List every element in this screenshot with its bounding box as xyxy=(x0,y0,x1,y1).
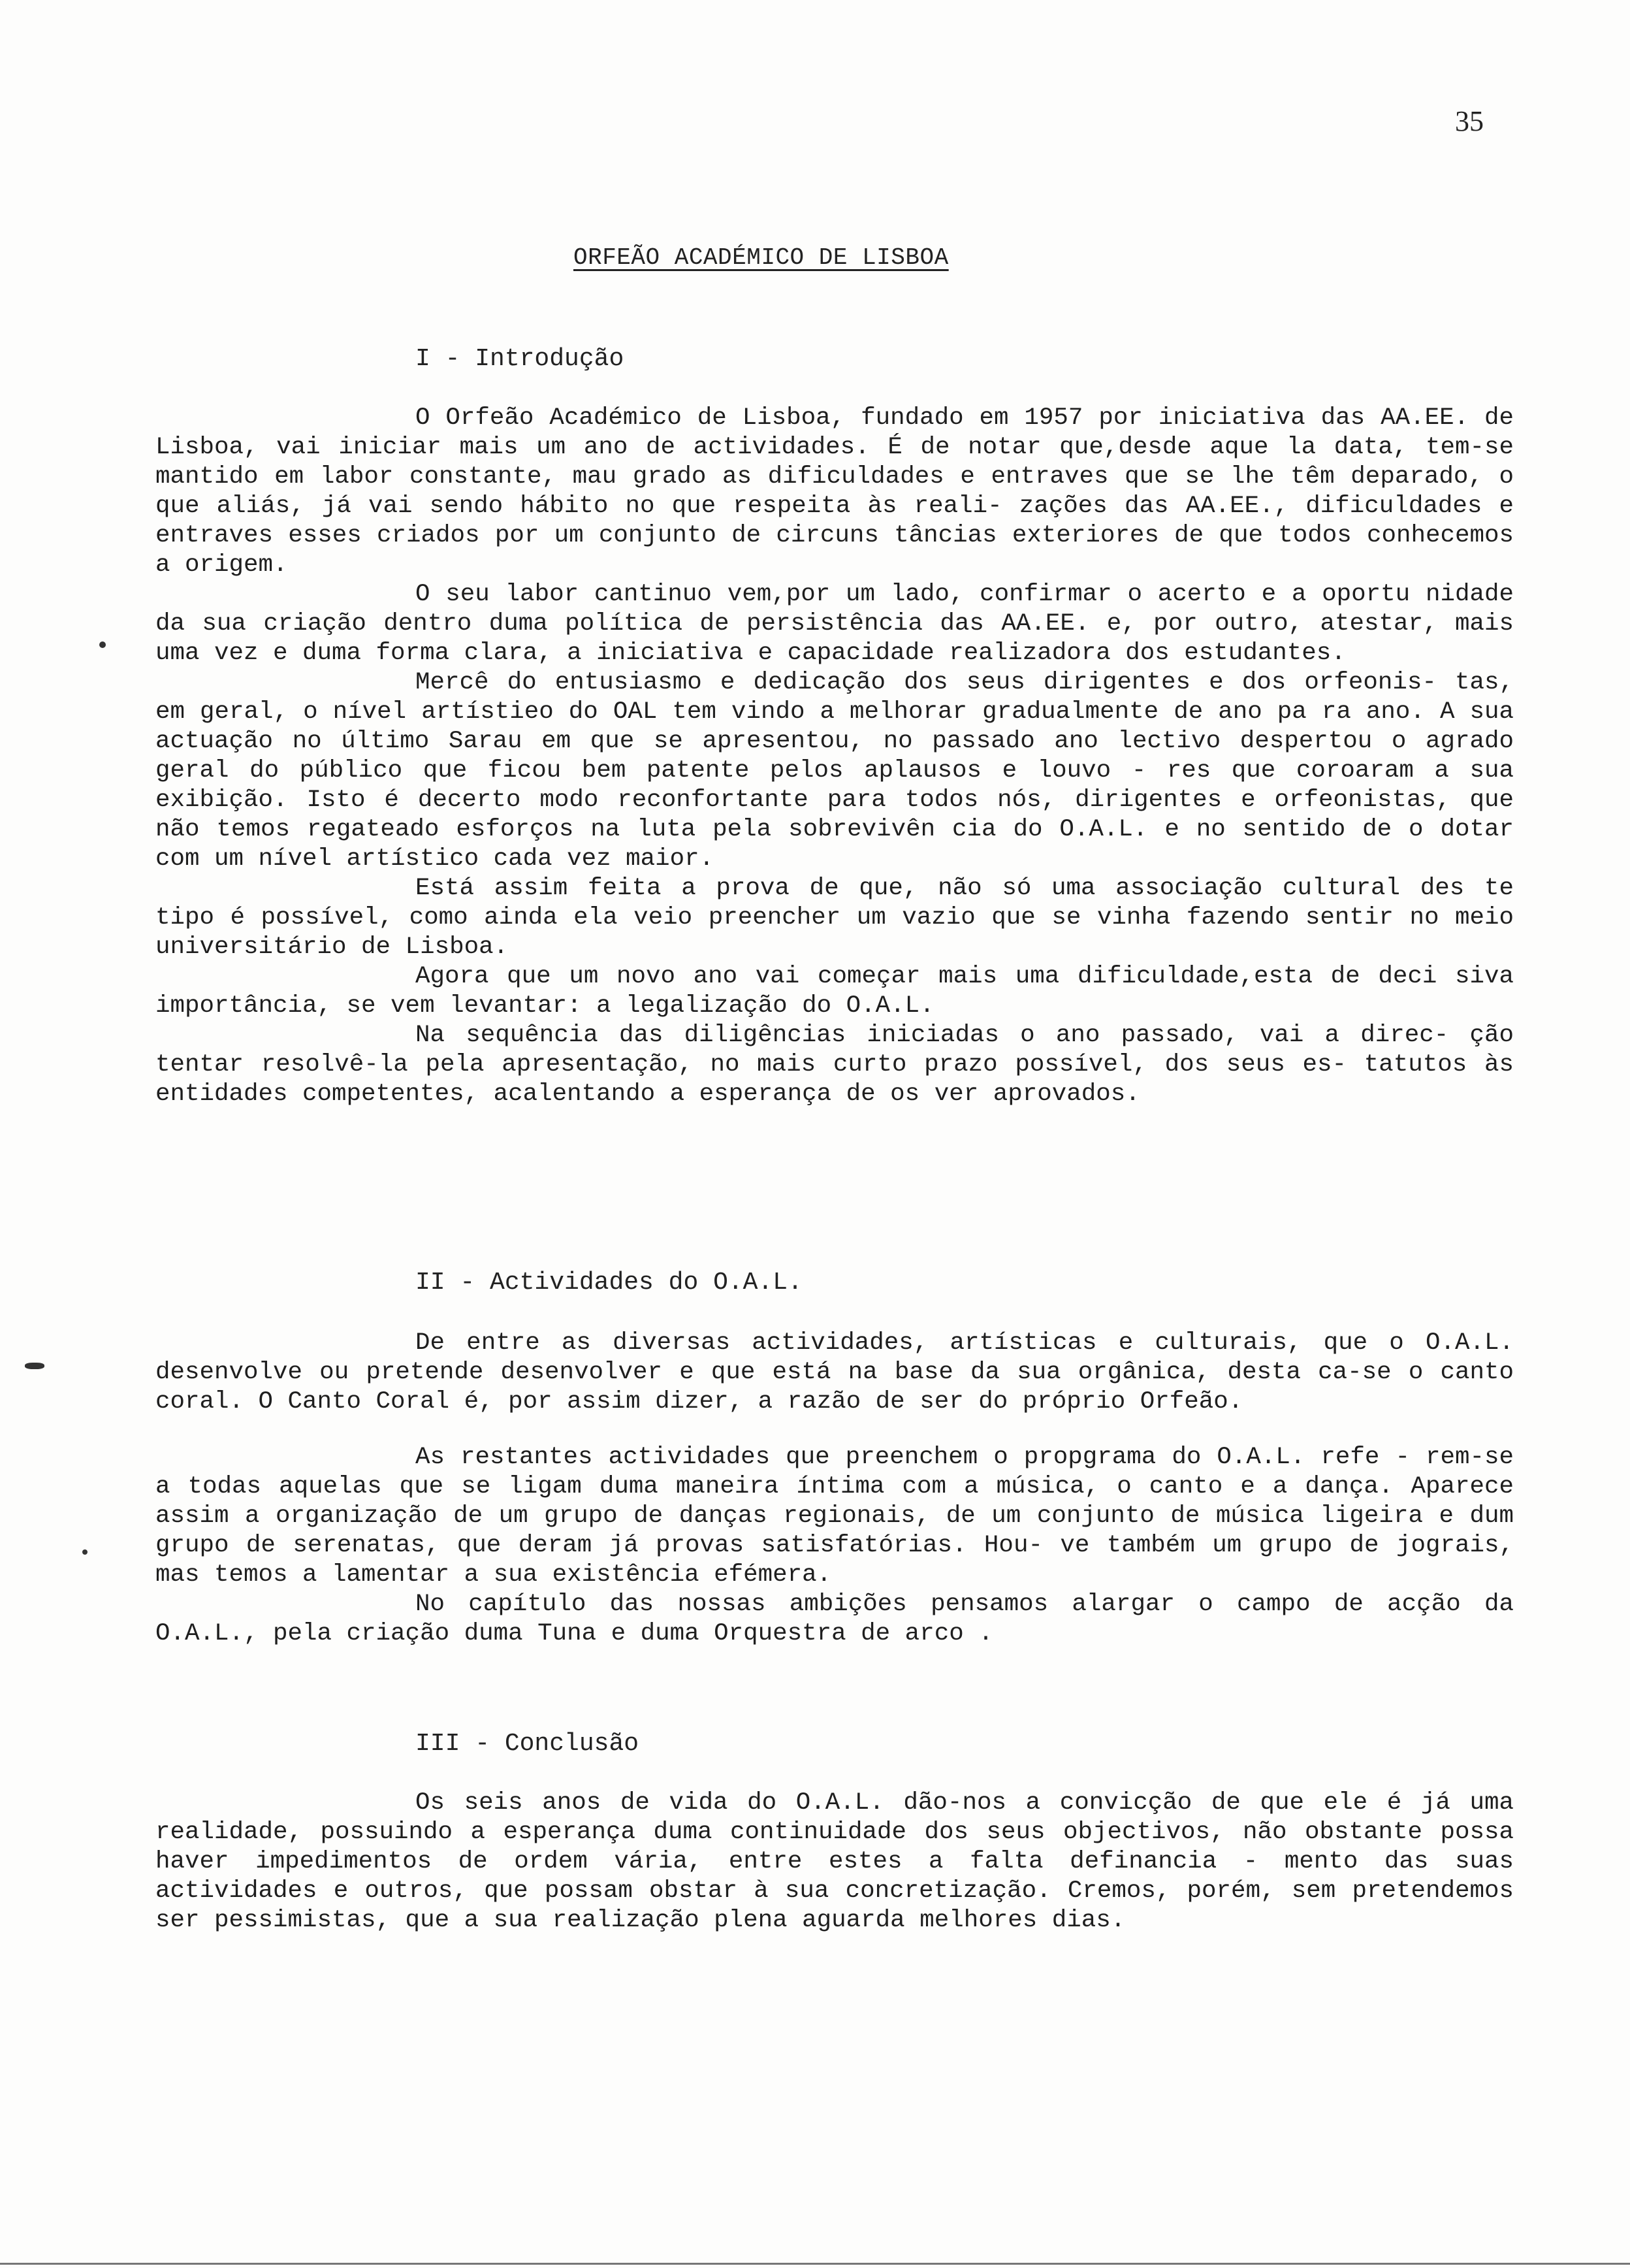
paragraph: O seu labor cantinuo vem,por um lado, confirmar o acerto e a oportu nidade da sua criação dentro duma política de persistência das AA.EE. e, por outro, atestar, mais uma vez e duma forma clara, a iniciativa e capacidade realizadora dos estudantes. xyxy=(155,581,1514,667)
scan-speck xyxy=(99,641,106,648)
section-heading-introducao: I - Introdução xyxy=(415,345,624,373)
section-heading-conclusao: III - Conclusão xyxy=(415,1730,639,1758)
paragraph: De entre as diversas actividades, artísticas e culturais, que o O.A.L. desenvolve ou pretende desenvolver e que está na base da sua orgânica, desta ca-se o canto coral. O Canto Coral é, por assim dizer, a razão de ser do próprio Orfeão. xyxy=(155,1329,1514,1416)
bottom-edge-line xyxy=(0,2263,1630,2265)
scan-speck xyxy=(82,1549,88,1555)
paragraph: Agora que um novo ano vai começar mais uma dificuldade,esta de deci siva importância, se vem levantar: a legalização do O.A.L. xyxy=(155,963,1514,1020)
scan-speck xyxy=(25,1363,44,1369)
page-number: 35 xyxy=(1455,105,1484,137)
paragraph: O Orfeão Académico de Lisboa, fundado em 1957 por iniciativa das AA.EE. de Lisboa, vai iniciar mais um ano de actividades. É de notar que,desde aque la data, tem-se mantido em labor constante, mau grado as dificuldades e entraves que se lhe têm deparado, o que aliás, já vai sendo hábito no que respeita às reali- zações das AA.EE., dificuldades e entraves esses criados por um conjunto de circuns tâncias exteriores de que todos conhecemos a origem. xyxy=(155,404,1514,579)
paragraph: Mercê do entusiasmo e dedicação dos seus dirigentes e dos orfeonis- tas, em geral, o nível artístieo do OAL tem vindo a melhorar gradualmente de ano pa ra ano. A sua actuação no último Sarau em que se apresentou, no passado ano lectivo despertou o agrado geral do público que ficou bem patente pelos aplausos e louvo - res que coroaram a sua exibição. Isto é decerto modo reconfortante para todos nós, dirigentes e orfeonistas, que não temos regateado esforços na luta pela sobrevivên cia do O.A.L. e no sentido de o dotar com um nível artístico cada vez maior. xyxy=(155,669,1514,873)
paragraph: No capítulo das nossas ambições pensamos alargar o campo de acção da O.A.L., pela criação duma Tuna e duma Orquestra de arco . xyxy=(155,1591,1514,1647)
section-body-conclusao xyxy=(155,1789,1514,1936)
section-body-actividades xyxy=(155,1329,1514,1649)
section-heading-actividades: II - Actividades do O.A.L. xyxy=(415,1269,803,1297)
section-body-introducao xyxy=(155,404,1514,1109)
paragraph: Está assim feita a prova de que, não só uma associação cultural des te tipo é possível, como ainda ela veio preencher um vazio que se vinha fazendo sentir no meio universitário de Lisboa. xyxy=(155,875,1514,961)
paragraph: As restantes actividades que preenchem o propgrama do O.A.L. refe - rem-se a todas aquelas que se ligam duma maneira íntima com a música, o canto e a dança. Aparece assim a organização de um grupo de danças regionais, de um conjunto de música ligeira e dum grupo de serenatas, que deram já provas satisfatórias. Hou- ve também um grupo de jograis, mas temos a lamentar a sua existência efémera. xyxy=(155,1444,1514,1589)
document-title: ORFEÃO ACADÉMICO DE LISBOA xyxy=(573,244,949,271)
paragraph: Os seis anos de vida do O.A.L. dão-nos a convicção de que ele é já uma realidade, possuindo a esperança duma continuidade dos seus objectivos, não obstante possa haver impedimentos de ordem vária, entre estes a falta definancia - mento das suas actividades e outros, que possam obstar à sua concretização. Cremos, porém, sem pretendemos ser pessimistas, que a sua realização plena aguarda melhores dias. xyxy=(155,1789,1514,1934)
paragraph: Na sequência das diligências iniciadas o ano passado, vai a direc- ção tentar resolvê-la pela apresentação, no mais curto prazo possível, dos seus es- tatutos às entidades competentes, acalentando a esperança de os ver aprovados. xyxy=(155,1022,1514,1108)
